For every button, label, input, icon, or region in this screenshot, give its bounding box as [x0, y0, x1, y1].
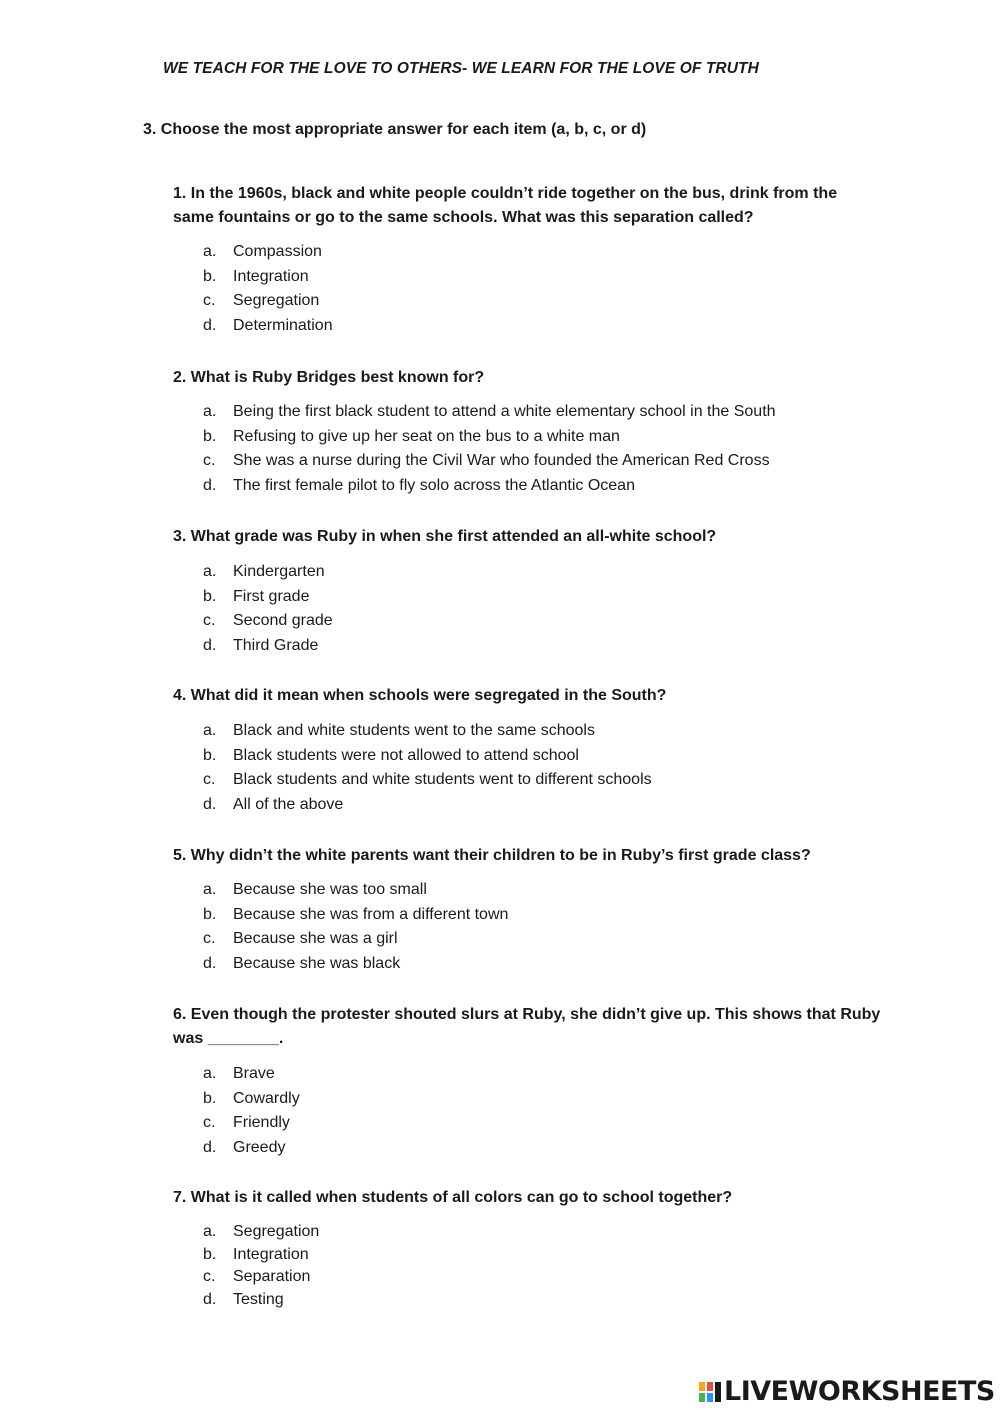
option-text: Determination	[233, 316, 333, 334]
option-letter: b.	[203, 427, 217, 445]
option[interactable]	[203, 588, 333, 613]
option-text: The first female pilot to fly solo across the Atlantic Ocean	[233, 476, 635, 494]
option[interactable]	[203, 1246, 319, 1269]
option[interactable]	[203, 637, 333, 662]
option-text: Second grade	[233, 612, 333, 629]
section-instruction: 3. Choose the most appropriate answer for each item (a, b, c, or d)	[143, 121, 647, 138]
option-letter: a.	[203, 881, 217, 898]
option-text: Black and white students went to the same schools	[233, 722, 595, 739]
option-letter: b.	[203, 905, 217, 923]
option-text: First grade	[233, 587, 310, 605]
option-text: She was a nurse during the Civil War who founded the American Red Cross	[233, 452, 770, 469]
option-letter: d.	[203, 954, 217, 972]
option[interactable]	[203, 747, 652, 772]
question-6-line-1: 6. Even though the protester shouted slurs at Ruby, she didn’t give up. This shows that Ruby	[173, 1006, 881, 1023]
question-3-line-1: 3. What grade was Ruby in when she first attended an all-white school?	[173, 528, 717, 545]
question-6-line-2: was ________.	[173, 1030, 284, 1047]
option-text: Black students were not allowed to attend school	[233, 746, 579, 764]
option[interactable]	[203, 243, 333, 268]
option-letter: a.	[203, 403, 217, 420]
option-text: Friendly	[233, 1114, 290, 1131]
logo-block-3	[699, 1393, 705, 1402]
option-letter: d.	[203, 316, 217, 334]
option-letter: a.	[203, 1223, 217, 1240]
option[interactable]	[203, 1223, 319, 1246]
option[interactable]	[203, 881, 508, 906]
option[interactable]	[203, 1139, 300, 1164]
option-letter: c.	[203, 612, 216, 629]
option-letter: b.	[203, 1245, 217, 1263]
question-5-options	[203, 881, 508, 979]
option[interactable]	[203, 403, 776, 428]
option[interactable]	[203, 930, 508, 955]
option[interactable]	[203, 317, 333, 342]
option[interactable]	[203, 955, 508, 980]
option-text: All of the above	[233, 795, 344, 813]
option[interactable]	[203, 1114, 300, 1139]
option-letter: c.	[203, 452, 216, 469]
page-motto: WE TEACH FOR THE LOVE TO OTHERS- WE LEARN FOR THE LOVE OF TRUTH	[163, 60, 759, 77]
option-letter: c.	[203, 1268, 216, 1285]
option[interactable]	[203, 722, 652, 747]
option[interactable]	[203, 452, 776, 477]
option-letter: a.	[203, 563, 217, 580]
option-text: Because she was from a different town	[233, 905, 509, 923]
option-text: Integration	[233, 1245, 309, 1263]
question-5-line-1: 5. Why didn’t the white parents want their children to be in Ruby’s first grade class?	[173, 847, 811, 864]
option[interactable]	[203, 612, 333, 637]
option-text: Kindergarten	[233, 563, 325, 580]
option-text: Segregation	[233, 292, 320, 309]
logo-block-2	[707, 1382, 713, 1391]
option[interactable]	[203, 1291, 319, 1314]
option-text: Separation	[233, 1268, 311, 1285]
liveworksheets-logo-text: LIVEWORKSHEETS	[724, 1376, 995, 1407]
option-text: Testing	[233, 1290, 284, 1308]
option[interactable]	[203, 771, 652, 796]
logo-block-1	[699, 1382, 705, 1391]
question-2-options	[203, 403, 776, 501]
question-7-options	[203, 1223, 319, 1313]
option-text: Integration	[233, 267, 309, 285]
option-letter: a.	[203, 243, 217, 260]
option-text: Third Grade	[233, 636, 319, 654]
question-4-line-1: 4. What did it mean when schools were segregated in the South?	[173, 687, 667, 704]
option-text: Compassion	[233, 243, 322, 260]
logo-block-5	[715, 1382, 721, 1402]
option-letter: a.	[203, 1065, 217, 1082]
option-letter: b.	[203, 587, 217, 605]
question-1-line-2: same fountains or go to the same schools. What was this separation called?	[173, 209, 754, 226]
option[interactable]	[203, 563, 333, 588]
option-text: Because she was a girl	[233, 930, 398, 947]
option-text: Because she was black	[233, 954, 401, 972]
option-text: Because she was too small	[233, 881, 427, 898]
option[interactable]	[203, 428, 776, 453]
option-letter: c.	[203, 771, 216, 788]
question-2	[173, 366, 893, 390]
option-letter: b.	[203, 267, 217, 285]
question-1-line-1: 1. In the 1960s, black and white people couldn’t ride together on the bus, drink from the	[173, 185, 838, 202]
question-6-options	[203, 1065, 300, 1163]
option-letter: d.	[203, 636, 217, 654]
question-3	[173, 525, 893, 549]
question-5	[173, 844, 893, 868]
option[interactable]	[203, 268, 333, 293]
option[interactable]	[203, 477, 776, 502]
question-1	[173, 182, 893, 230]
option-letter: d.	[203, 795, 217, 813]
question-4-options	[203, 722, 652, 820]
option-letter: a.	[203, 722, 217, 739]
question-7-line-1: 7. What is it called when students of all colors can go to school together?	[173, 1189, 733, 1206]
option-letter: d.	[203, 1138, 217, 1156]
option-text: Brave	[233, 1065, 275, 1082]
option-letter: c.	[203, 1114, 216, 1131]
question-3-options	[203, 563, 333, 661]
option-text: Greedy	[233, 1138, 286, 1156]
question-4	[173, 684, 893, 708]
option[interactable]	[203, 1065, 300, 1090]
option-letter: d.	[203, 476, 217, 494]
liveworksheets-logo-icon	[698, 1380, 722, 1404]
option[interactable]	[203, 1268, 319, 1291]
question-2-line-1: 2. What is Ruby Bridges best known for?	[173, 369, 485, 386]
option[interactable]	[203, 796, 652, 821]
option-letter: b.	[203, 1089, 217, 1107]
option[interactable]	[203, 906, 508, 931]
option-text: Black students and white students went to different schools	[233, 771, 652, 788]
liveworksheets-logo[interactable]	[698, 1378, 995, 1406]
option-letter: c.	[203, 292, 216, 309]
option-text: Being the first black student to attend a white elementary school in the South	[233, 403, 776, 420]
option-letter: d.	[203, 1290, 217, 1308]
question-1-options	[203, 243, 333, 341]
logo-block-4	[707, 1393, 713, 1402]
option-text: Cowardly	[233, 1089, 300, 1107]
option[interactable]	[203, 292, 333, 317]
question-7	[173, 1186, 893, 1210]
option-text: Refusing to give up her seat on the bus to a white man	[233, 427, 620, 445]
option-letter: c.	[203, 930, 216, 947]
option-letter: b.	[203, 746, 217, 764]
option[interactable]	[203, 1090, 300, 1115]
option-text: Segregation	[233, 1223, 320, 1240]
question-6	[173, 1003, 893, 1051]
